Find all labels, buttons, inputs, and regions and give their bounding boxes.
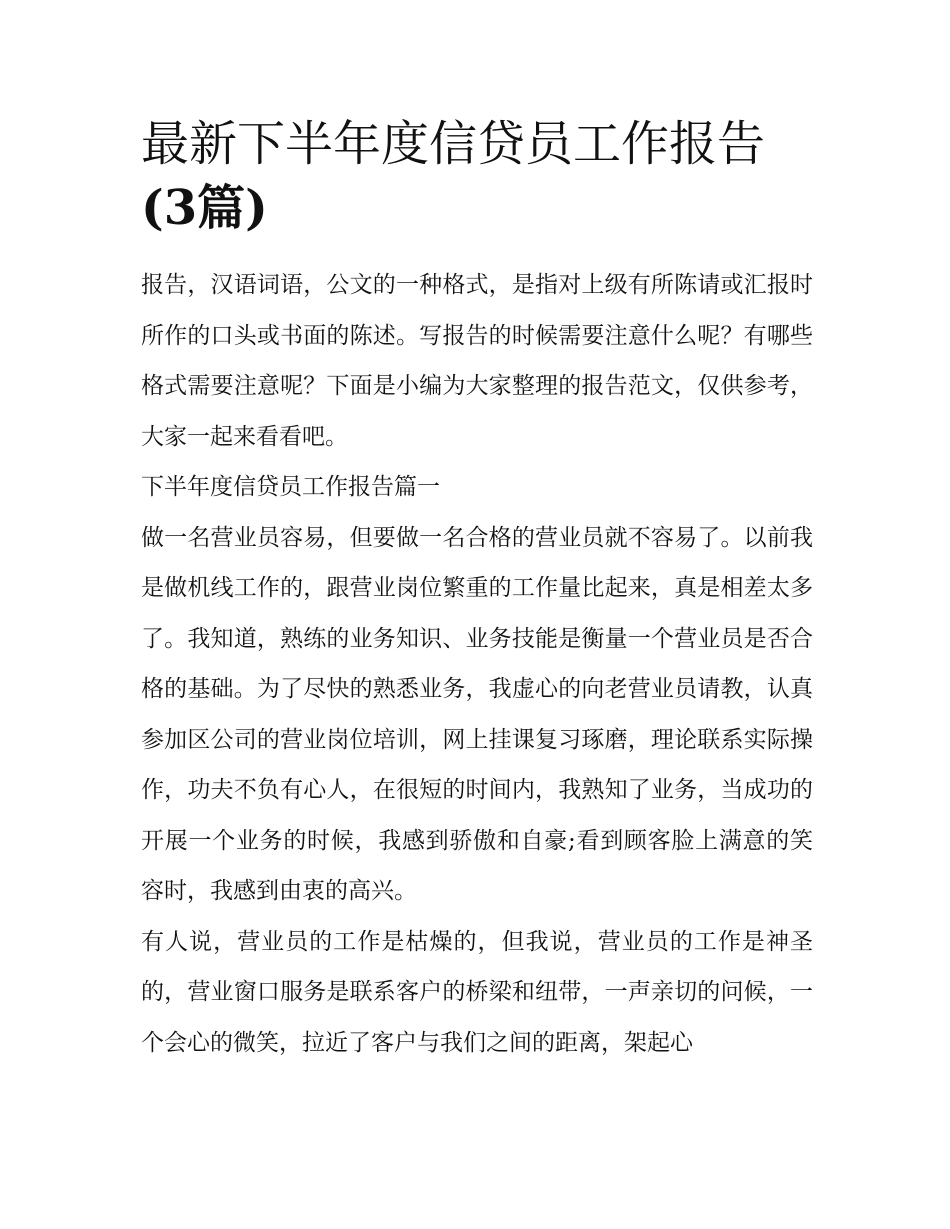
title-line-count: (3篇): [141, 180, 268, 236]
intro-paragraph: 报告，汉语词语，公文的一种格式，是指对上级有所陈请或汇报时所作的口头或书面的陈述。写报告的时候需要注意什么呢？有哪些格式需要注意呢？下面是小编为大家整理的报告范文，仅供参考，大家一起来看看吧。: [141, 272, 813, 450]
title-line-main: 最新下半年度信贷员工作报告: [141, 116, 766, 172]
body-paragraph-1: 做一名营业员容易，但要做一名合格的营业员就不容易了。以前我是做机线工作的，跟营业岗位繁重的工作量比起来，真是相差太多了。我知道，熟练的业务知识、业务技能是衡量一个营业员是否合格的基础。为了尽快的熟悉业务，我虚心的向老营业员请教，认真参加区公司的营业岗位培训，网上挂课复习琢磨，理论联系实际操作，功夫不负有心人，在很短的时间内，我熟知了业务，当成功的开展一个业务的时候，我感到骄傲和自豪;看到顾客脸上满意的笑容时，我感到由衷的高兴。: [141, 524, 813, 904]
body-paragraph-2: 有人说，营业员的工作是枯燥的，但我说，营业员的工作是神圣的，营业窗口服务是联系客户的桥梁和纽带，一声亲切的问候，一个会心的微笑，拉近了客户与我们之间的距离，架起心: [141, 928, 813, 1056]
document-body: [141, 112, 813, 1068]
section-heading: 下半年度信贷员工作报告篇一: [141, 474, 440, 500]
document-title: [141, 112, 813, 240]
